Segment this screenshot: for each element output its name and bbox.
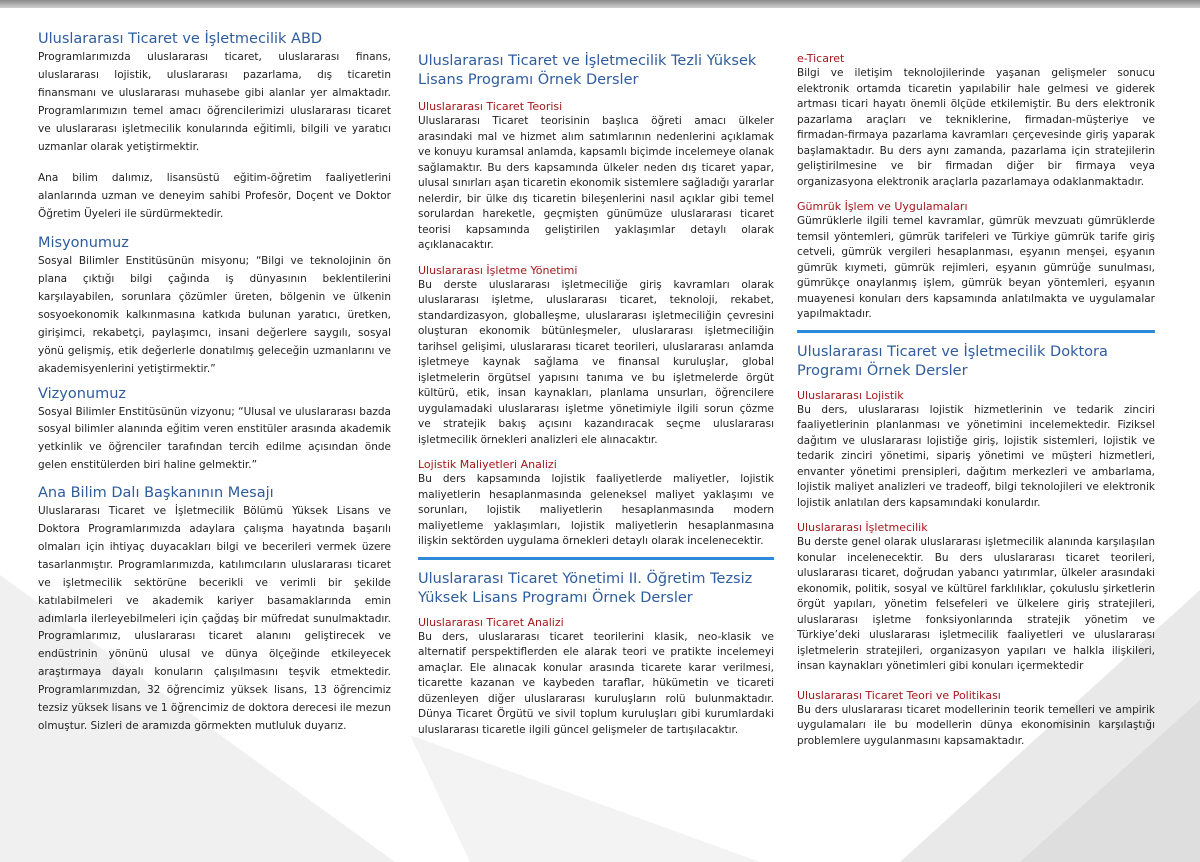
course-desc-trade-theory-policy: Bu ders uluslararası ticaret modellerinin teorik temelleri ve ampirik uygulamaları ile bu modellerin dünya ekonomisinin karşılaştığı problemlere uygulanmasını kapsamaktadır.: [797, 703, 1155, 747]
section-divider: [797, 330, 1155, 333]
section-title-non-thesis-masters: Uluslararası Ticaret Yönetimi II. Öğretim Tezsiz Yüksek Lisans Programı Örnek Dersler: [418, 570, 753, 606]
course-desc-customs: Gümrüklerle ilgili temel kavramlar, gümrük mevzuatı gümrüklerde temsil yöntemleri, gümrük tarifeleri ve Türkiye gümrük tarife giriş cetveli, gümrük vergileri hesaplanması, eşyanın menşei, eşyanın gümrük kıymeti, gümrük rejimleri, eşyanın gümrüğe sunulması, gümrükçe onaylanmış işlem, gümrük beyan yöntemleri, eşyanın muayenesi konuları ders kapsamında anlatılmakta ve uygulamalar yapılmaktadır.: [797, 215, 1155, 320]
mission-paragraph: Sosyal Bilimler Enstitüsünün misyonu; “Bilgi ve teknolojinin ön plana çıktığı bilgi çağında iş dünyasının beklentilerini karşılayabilen, sorunlara çözümler üreten, bölgenin ve ülkenin sosyoekonomik kalkınmasına katkıda bulunan yaratıcı, üretken, girişimci, rekabetçi, paylaşımcı, insani değerlere saygılı, sosyal yönü gelişmiş, etik değerlerle donatılmış geleceğin uzmanlarını ve akademisyenlerini yetiştirmektir.”: [38, 255, 391, 375]
head-message-paragraph: Uluslararası Ticaret ve İşletmecilik Bölümü Yüksek Lisans ve Doktora Programlarımızda adaylara çalışma hayatında başarılı olmaları için ihtiyaç duyacakları bilgi ve becerileri vermek üzere tasarlanmıştır. Programlarımızda, katılımcıların uluslararası ticaret ve işletmecilik sektörüne becerikli ve verimli bir şekilde katılabilmeleri ve akademik kariyer basamaklarında emin adımlarla ilerleyebilmeleri için çağdaş bir müfredat sunulmaktadır. Programlarımız, uluslararası ticaret alanını geliştirecek ve endüstrinin yönünü ulusal ve dünya ölçeğinde etkileyecek araştırmaya dayalı konuların çalışılmasını teşvik etmektedir. Programlarımızdan, 32 öğrencimiz yüksek lisans, 13 öğrencimiz tezsiz yüksek lisans ve 1 öğrencimiz de doktora derecesi ile mezun olmuştur. Sizleri de aramızda görmekten mutluluk duyarız.: [38, 505, 391, 732]
section-title-department: Uluslararası Ticaret ve İşletmecilik ABD: [38, 31, 323, 47]
column-left: [38, 30, 391, 736]
section-title-head-message: Ana Bilim Dalı Başkanının Mesajı: [38, 485, 274, 502]
course-desc-trade-analysis: Bu ders, uluslararası ticaret teorilerini klasik, neo-klasik ve alternatif perspektiflerden ele alarak teori ve pratikte incelemeyi amaçlar. Ele alınacak konular arasında ticarete karar verilmesi, ticarette kazanan ve kaybeden taraflar, hükümetin ve ticareti düzenleyen diğer uluslararası kuruluşların rolü bulunmaktadır. Dünya Ticaret Örgütü ve sivil toplum kuruluşları gibi kurumlardaki uluslararası ticaretle ilgili güncel gelişmeler de tartışılacaktır.: [418, 630, 774, 736]
course-title-trade-analysis: Uluslararası Ticaret Analizi: [418, 615, 564, 629]
department-paragraph-1: Programlarımızda uluslararası ticaret, uluslararası finans, uluslararası lojistik, uluslararası pazarlama, dış ticaretin finansmanı ve uluslararası muhasebe gibi alanlar yer almaktadır. Programlarımızın temel amacı öğrencilerimizi uluslararası ticaret ve uluslararası işletmecilik konularında eğitimli, bilgili ve yaratıcı uzmanlar olarak yetiştirmektir.: [38, 51, 391, 153]
vision-paragraph: Sosyal Bilimler Enstitüsünün vizyonu; “Ulusal ve uluslararası bazda sosyal bilimler alanında eğitim veren enstitüler arasında akademik yetkinlik ve öğrenciler tarafından tercih edilme açısından önde gelen enstitülerden biri haline gelmektir.”: [38, 405, 391, 472]
course-desc-international-logistics: Bu ders, uluslararası lojistik hizmetlerinin ve tedarik zinciri faaliyetlerinin planlanması ve yönetimini incelemektedir. Fiziksel dağıtım ve uluslararası lojistiğe giriş, lojistik sistemleri, lojistik ve tedarik zinciri yönetimi, sipariş yönetimi ve müşteri hizmetleri, envanter yönetimi prensipleri, dağıtım merkezleri ve ambarlama, lojistik maliyet analizleri ve tradeoff, bilgi teknolojileri ve elektronik lojistik anlatılan ders kapsamındaki konulardır.: [797, 403, 1155, 509]
course-title-international-business: Uluslararası İşletmecilik: [797, 521, 928, 534]
department-paragraph-2: Ana bilim dalımız, lisansüstü eğitim-öğretim faaliyetlerini alanlarında uzman ve deneyim sahibi Profesör, Doçent ve Doktor Öğretim Üyeleri ile sürdürmektedir.: [38, 172, 391, 221]
course-desc-international-business: Bu derste genel olarak uluslararası işletmecilik alanında karşılaşılan konular incelenecektir. Bu ders uluslararası ticaret teorileri, uluslararası ticaret, doğrudan yabancı yatırımlar, ülkeler arasındaki ekonomik, politik, sosyal ve kültürel farklılıklar, çokuluslu şirketlerin örgüt yapıları, yönetim felsefeleri ve ülkelere giriş stratejileri, uluslararası işletme fonksiyonlarında stratejik yönetim ve Türkiye’deki uluslararası işletmecilik faaliyetleri ve uluslararası işletmelerin stratejileri, organizasyon yapıları ve halkla ilişkileri, insan kaynakları yönetimleri gibi konuları içermektedir: [797, 536, 1155, 672]
section-title-doctorate: Uluslararası Ticaret ve İşletmecilik Doktora Programı Örnek Dersler: [797, 343, 1108, 379]
section-divider: [418, 557, 774, 560]
course-title-international-logistics: Uluslararası Lojistik: [797, 388, 904, 402]
section-title-thesis-masters: Uluslararası Ticaret ve İşletmecilik Tezli Yüksek Lisans Programı Örnek Dersler: [418, 53, 757, 88]
course-desc-logistics-costs: Bu ders kapsamında lojistik faaliyetlerde maliyetler, lojistik maliyetlerin hesaplanmasında geleneksel maliyet yaklaşımı ve sorunları, lojistik maliyetlerin hesaplanmasında modern maliyetleme yaklaşımları, lojistik maliyetlerin hesaplanmasına ilişkin sektörden uygulama örnekleri detaylı olarak incelenecektir.: [418, 473, 774, 547]
section-title-vision: Vizyonumuz: [38, 385, 126, 402]
course-desc-business-management: Bu derste uluslararası işletmeciliğe giriş kavramları olarak uluslararası işletme, uluslararası ticaret, teknoloji, rekabet, standardizasyon, globalleşme, uluslararası işletmeciliğin çevresini oluşturan ekonomik bütünleşmeler, uluslararası işletmeciliğin tarihsel gelişimi, uluslararası ticaret teorileri, uluslararası anlamda işletmeye kaynak sağlama ve finansal kuruluşlar, global işletmelerin örgütsel yapısını tanıma ve bu işletmelerde örgüt kültürü, etik, insan kaynakları, planlama unsurları, öğrencilere uygulamadaki uluslararası işletme yönetimiyle ilgili sorun çözme ve stratejik bakış açısını kazandıracak seçme uluslararası işletmecilik örnekleri analizleri ele alınacaktır.: [418, 278, 774, 446]
course-title-business-management: Uluslararası İşletme Yönetimi: [418, 263, 578, 277]
course-title-trade-theory: Uluslararası Ticaret Teorisi: [418, 100, 563, 113]
column-middle: [418, 52, 774, 738]
course-title-trade-theory-policy: Uluslararası Ticaret Teori ve Politikası: [797, 688, 1001, 702]
course-desc-trade-theory: Uluslararası Ticaret teorisinin başlıca öğreti amacı ülkeler arasındaki mal ve hizmet alım satımlarının nedenlerini açıklamak ve konuyu kuramsal anlamda, kapsamlı biçimde incelemeye olanak sağlamaktır. Bu ders kapsamında ülkeler neden dış ticaret yapar, ulusal sınırları aşan ticaretin ekonomik sistemlere sağladığı yararlar nelerdir, bir ülke dış ticaretin bileşenlerini nasıl açıklar gibi temel sorulardan hareketle, geçmişten günümüze uluslararası ticaret teorisi kapsamında geliştirilen yaklaşımlar detaylı olarak açıklanacaktır.: [418, 115, 774, 251]
section-title-mission: Misyonumuz: [38, 235, 129, 252]
course-desc-e-commerce: Bilgi ve iletişim teknolojilerinde yaşanan gelişmeler sonucu elektronik ortamda ticaretin yapılabilir hale gelmesi ve giderek artması ticari hayatı önemli ölçüde etkilemiştir. Bu ders elektronik pazarlama araçları ve tekniklerine, firmadan-müşteriye ve firmadan-firmaya pazarlama kavramları çerçevesinde giriş yaparak başlamaktadır. Bu ders aynı zamanda, pazarlama için stratejilerin geliştirilmesine ve bir firmadan diğer bir firmaya veya organizasyona elektronik araçlarla pazarlamaya odaklanmaktadır.: [797, 67, 1155, 188]
course-title-customs: Gümrük İşlem ve Uygulamaları: [797, 200, 968, 213]
column-right: [797, 52, 1155, 749]
course-title-e-commerce: e-Ticaret: [797, 52, 845, 65]
course-title-logistics-costs: Lojistik Maliyetleri Analizi: [418, 458, 557, 471]
